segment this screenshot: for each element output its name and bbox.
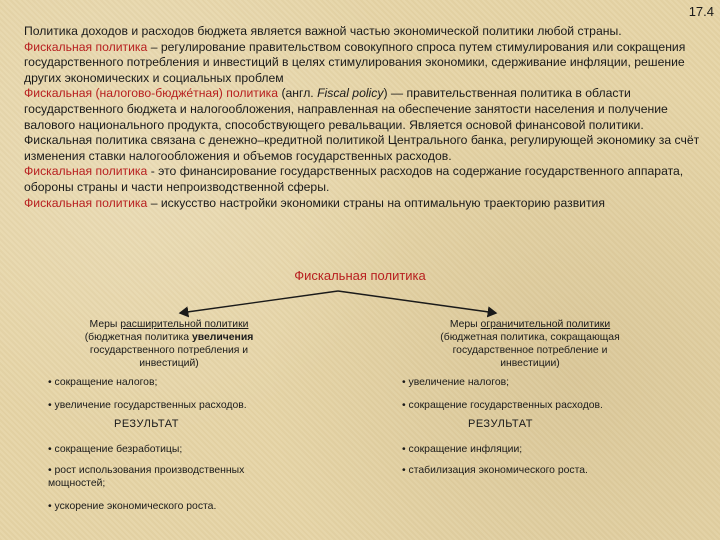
- header-text: Меры: [89, 319, 121, 330]
- header-text: Меры: [449, 319, 481, 330]
- expansionary-policy-label: расширительной политики: [120, 319, 249, 330]
- definition-text: (англ.: [278, 86, 318, 101]
- slide-number: 17.4: [688, 4, 714, 19]
- right-measure: • увеличение налогов;: [402, 377, 510, 388]
- header-text: инвестиций): [139, 358, 199, 369]
- left-measure: • сокращение налогов;: [48, 377, 158, 388]
- header-text: (бюджетная политика, сокращающая: [440, 332, 620, 343]
- header-text: государственное потребление и: [452, 345, 608, 356]
- term-fiscal-tax-budget-policy: Фискальная (налогово-бюдже́тная) политика: [24, 86, 279, 101]
- definition-text: ) — правительственная политика в области государственного бюджета и налогообложения, направленная на обеспечение занятости населения и получение валового национального продукта, способствующего ревальвации. Является основой финансовой политики.: [24, 86, 668, 132]
- left-result: • рост использования производственных мощностей;: [48, 465, 245, 489]
- left-result: • ускорение экономического роста.: [48, 501, 217, 512]
- intro-paragraph-1: Политика доходов и расходов бюджета является важной частью экономической политики любой страны.: [24, 24, 622, 38]
- intro-paragraph-4: Фискальная политика связана с денежно–кредитной политикой Центрального банка, регулирующей экономику за счёт изменения ставки налогообложения и объемов государственных расходов.: [24, 133, 700, 163]
- right-result-label: РЕЗУЛЬТАТ: [468, 418, 533, 430]
- left-result: • сокращение безработицы;: [48, 444, 183, 455]
- arrow-left: [180, 291, 338, 313]
- left-measure: • увеличение государственных расходов.: [48, 400, 247, 411]
- term-fiscal-policy: Фискальная политика: [24, 39, 148, 54]
- definition-text: – искусство настройки экономики страны на оптимальную траекторию развития: [147, 195, 605, 210]
- header-text: (бюджетная политика: [84, 332, 192, 343]
- definition-text: – регулирование правительством совокупного спроса путем стимулирования или сокращения государственного потребления и инвестиций в целях стимулирования экономики, сдерживание инфляции, решение других экономических и социальных проблем: [24, 39, 686, 85]
- increase-label: увеличения: [191, 332, 254, 343]
- arrow-right: [338, 291, 496, 313]
- restrictive-policy-label: ограничительной политики: [480, 319, 611, 330]
- right-result: • сокращение инфляции;: [402, 444, 523, 455]
- restrictive-policy-header: [395, 318, 665, 370]
- diagram-title: Фискальная политика: [294, 268, 426, 283]
- right-measure: • сокращение государственных расходов.: [402, 400, 603, 411]
- right-result: • стабилизация экономического роста.: [402, 465, 588, 476]
- left-result-label: РЕЗУЛЬТАТ: [114, 418, 179, 430]
- header-text: инвестиции): [500, 358, 560, 369]
- english-term: Fiscal policy: [317, 86, 384, 101]
- header-text: государственного потребления и: [89, 345, 249, 356]
- definition-text: - это финансирование государственных расходов на содержание государственного аппарата, обороны страны и части непроизводственной сферы.: [24, 164, 684, 194]
- expansionary-policy-header: [44, 318, 294, 370]
- term-fiscal-policy: Фискальная политика: [24, 164, 148, 179]
- term-fiscal-policy: Фискальная политика: [24, 195, 148, 210]
